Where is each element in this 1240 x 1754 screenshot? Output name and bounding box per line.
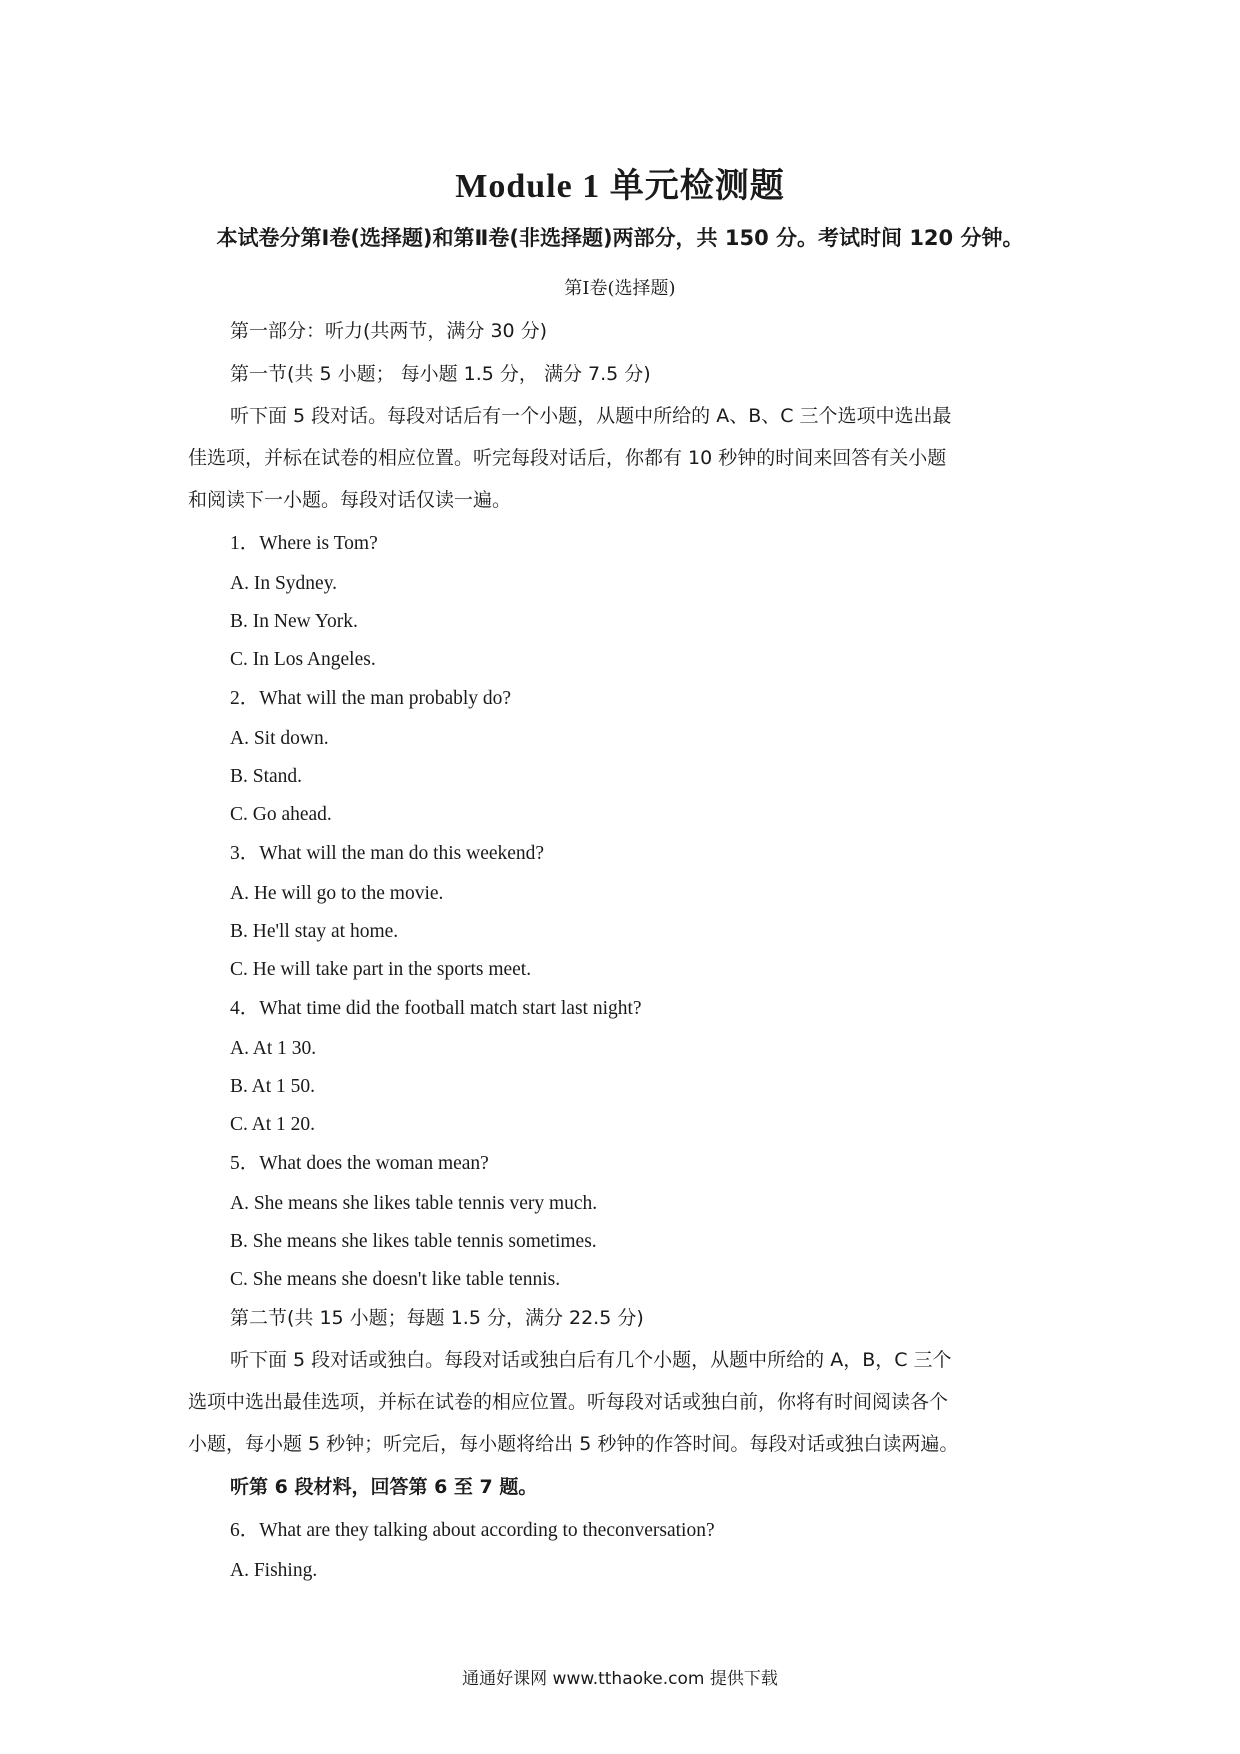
- page-title: Module 1 单元检测题: [455, 168, 785, 205]
- part1-heading: 第一部分：听力(共两节，满分 30 分): [230, 320, 548, 342]
- section2-instruction-line: 小题，每小题 5 秒钟；听完后，每小题将给出 5 秒钟的作答时间。每段对话或独白读两遍。: [188, 1433, 959, 1455]
- section2-heading: 第二节(共 15 小题；每题 1.5 分，满分 22.5 分): [230, 1307, 644, 1329]
- material6-heading: 听第 6 段材料，回答第 6 至 7 题。: [230, 1476, 538, 1498]
- option-6a: A. Fishing.: [230, 1560, 318, 1581]
- question-3: 3．What will the man do this weekend?: [230, 843, 545, 864]
- question-2: 2．What will the man probably do?: [230, 688, 512, 709]
- option-1a: A. In Sydney.: [230, 573, 338, 594]
- option-2a: A. Sit down.: [230, 728, 329, 749]
- volume-heading: 第Ⅰ卷(选择题): [564, 278, 676, 299]
- option-2c: C. Go ahead.: [230, 804, 332, 825]
- section1-instruction-line: 听下面 5 段对话。每段对话后有一个小题，从题中所给的 A、B、C 三个选项中选出最: [230, 405, 952, 427]
- question-1: 1．Where is Tom?: [230, 533, 378, 554]
- option-3a: A. He will go to the movie.: [230, 883, 444, 904]
- section1-instruction-line: 佳选项，并标在试卷的相应位置。听完每段对话后，你都有 10 秒钟的时间来回答有关小题: [188, 447, 947, 469]
- option-4b: B. At 1 50.: [230, 1076, 316, 1097]
- section1-instruction-line: 和阅读下一小题。每段对话仅读一遍。: [188, 489, 512, 511]
- section2-instruction-line: 选项中选出最佳选项，并标在试卷的相应位置。听每段对话或独白前，你将有时间阅读各个: [188, 1391, 949, 1413]
- section2-instruction-line: 听下面 5 段对话或独白。每段对话或独白后有几个小题，从题中所给的 A，B，C 三个: [230, 1349, 952, 1371]
- option-3b: B. He'll stay at home.: [230, 921, 399, 942]
- option-1b: B. In New York.: [230, 611, 358, 632]
- question-6: 6．What are they talking about according to theconversation?: [230, 1520, 715, 1541]
- option-5c: C. She means she doesn't like table tennis.: [230, 1269, 561, 1290]
- section1-heading: 第一节(共 5 小题； 每小题 1.5 分， 满分 7.5 分): [230, 363, 651, 385]
- option-1c: C. In Los Angeles.: [230, 649, 376, 670]
- option-2b: B. Stand.: [230, 766, 303, 787]
- question-5: 5．What does the woman mean?: [230, 1153, 489, 1174]
- page-footer: 通通好课网 www.tthaoke.com 提供下载: [462, 1669, 778, 1689]
- option-5b: B. She means she likes table tennis sometimes.: [230, 1231, 597, 1252]
- option-4a: A. At 1 30.: [230, 1038, 317, 1059]
- option-3c: C. He will take part in the sports meet.: [230, 959, 532, 980]
- exam-subtitle: 本试卷分第Ⅰ卷(选择题)和第Ⅱ卷(非选择题)两部分，共 150 分。考试时间 120 分钟。: [216, 226, 1024, 250]
- question-4: 4．What time did the football match start last night?: [230, 998, 642, 1019]
- option-5a: A. She means she likes table tennis very much.: [230, 1193, 598, 1214]
- option-4c: C. At 1 20.: [230, 1114, 316, 1135]
